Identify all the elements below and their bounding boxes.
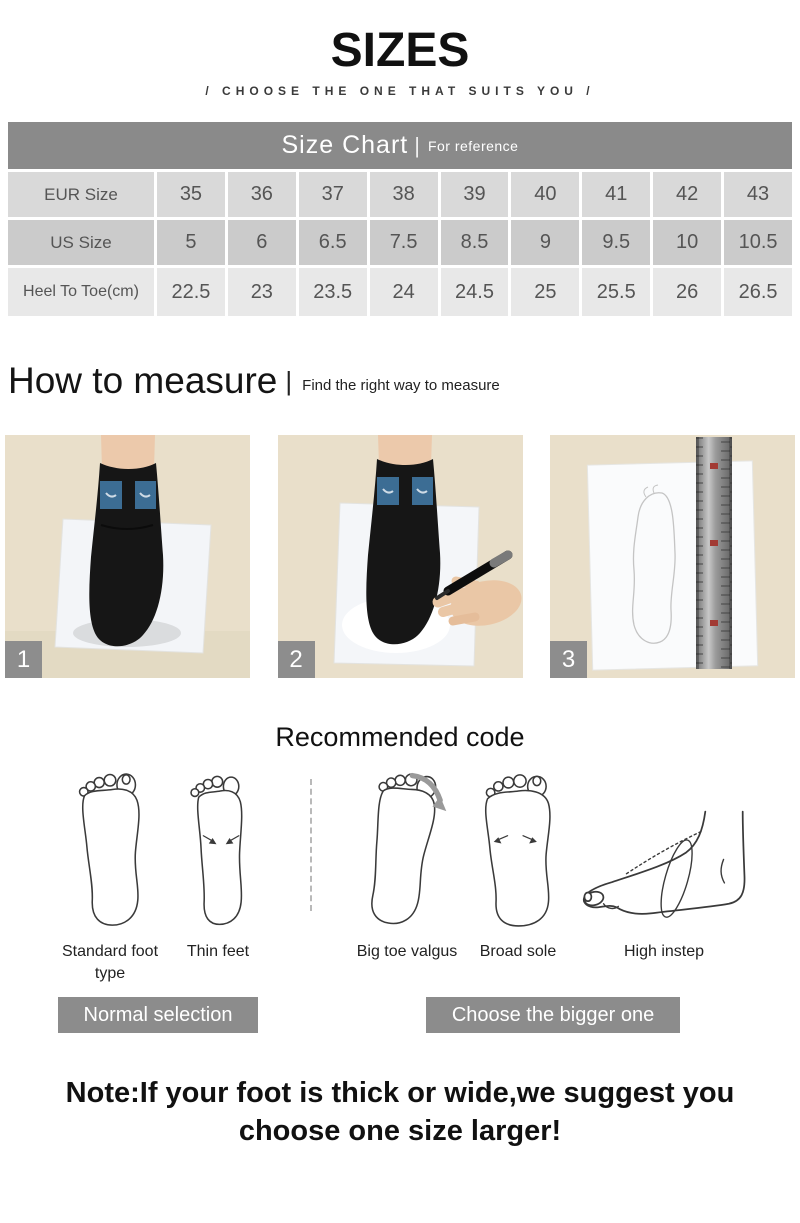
row-label: EUR Size (8, 172, 154, 217)
size-cell: 25 (511, 268, 579, 316)
size-cell: 22.5 (157, 268, 225, 316)
high-instep-icon (570, 809, 758, 929)
choose-bigger-one-button[interactable]: Choose the bigger one (426, 997, 680, 1033)
size-cell: 39 (441, 172, 509, 217)
step-badge: 3 (550, 641, 587, 678)
section-title: How to measure (8, 360, 278, 402)
size-cell: 5 (157, 220, 225, 265)
foot-type-label: Standard foot type (61, 943, 159, 982)
header (0, 0, 800, 98)
divider-bar: | (414, 132, 420, 158)
size-cell: 42 (653, 172, 721, 217)
size-cell: 26 (653, 268, 721, 316)
how-to-measure-heading (8, 360, 792, 402)
size-chart-subtitle: For reference (427, 137, 519, 154)
divider-bar: | (285, 366, 293, 397)
note-line-2: choose one size larger! (238, 1115, 562, 1148)
size-cell: 6 (228, 220, 296, 265)
size-cell: 24 (370, 268, 438, 316)
size-cell: 10 (653, 220, 721, 265)
size-cell: 26.5 (724, 268, 792, 316)
high-instep-figure (570, 809, 758, 987)
table-row-eur-size (8, 172, 792, 217)
standard-foot-figure (50, 771, 170, 987)
step-photo-1 (5, 435, 250, 678)
size-cell: 8.5 (441, 220, 509, 265)
recommended-groups (0, 771, 800, 1033)
size-cell: 23.5 (299, 268, 367, 316)
foot-type-label: Big toe valgus (356, 943, 458, 961)
size-cell: 37 (299, 172, 367, 217)
size-cell: 9.5 (582, 220, 650, 265)
broad-sole-figure (466, 771, 570, 987)
big-toe-valgus-icon (348, 771, 466, 929)
foot-type-label: Broad sole (479, 943, 557, 961)
size-cell: 41 (582, 172, 650, 217)
table-row-heel-to-toe (8, 268, 792, 316)
size-cell: 43 (724, 172, 792, 217)
dashed-divider (310, 779, 312, 911)
step-photo-2 (278, 435, 523, 678)
size-chart-table (8, 122, 792, 316)
table-row-us-size (8, 220, 792, 265)
thin-feet-figure (170, 771, 266, 987)
size-cell: 40 (511, 172, 579, 217)
normal-selection-button[interactable]: Normal selection (58, 997, 259, 1033)
note-text (0, 1075, 800, 1150)
big-toe-valgus-figure (348, 771, 466, 987)
row-label: Heel To Toe(cm) (8, 268, 154, 316)
size-cell: 38 (370, 172, 438, 217)
foot-type-label: High instep (623, 943, 705, 961)
page-subtitle: / CHOOSE THE ONE THAT SUITS YOU / (205, 84, 595, 99)
size-cell: 10.5 (724, 220, 792, 265)
row-label: US Size (8, 220, 154, 265)
size-cell: 36 (228, 172, 296, 217)
size-cell: 35 (157, 172, 225, 217)
normal-selection-group (8, 771, 308, 1033)
size-cell: 7.5 (370, 220, 438, 265)
step-badge: 1 (5, 641, 42, 678)
choose-bigger-group (314, 771, 792, 1033)
measure-steps-photos (0, 435, 800, 678)
recommended-code-title: Recommended code (275, 722, 525, 753)
size-cell: 6.5 (299, 220, 367, 265)
size-cell: 9 (511, 220, 579, 265)
size-chart-title: Size Chart (281, 131, 409, 160)
size-cell: 23 (228, 268, 296, 316)
step-badge: 2 (278, 641, 315, 678)
broad-sole-icon (466, 771, 570, 929)
section-subtitle: Find the right way to measure (302, 377, 500, 395)
size-cell: 24.5 (441, 268, 509, 316)
thin-feet-icon (170, 771, 266, 929)
page-title: SIZES (330, 24, 470, 77)
standard-foot-icon (56, 771, 164, 929)
size-chart-header (8, 122, 792, 169)
size-cell: 25.5 (582, 268, 650, 316)
step-photo-3 (550, 435, 795, 678)
note-line-1: Note:If your foot is thick or wide,we suggest you (65, 1077, 735, 1110)
foot-type-label: Thin feet (186, 943, 250, 961)
